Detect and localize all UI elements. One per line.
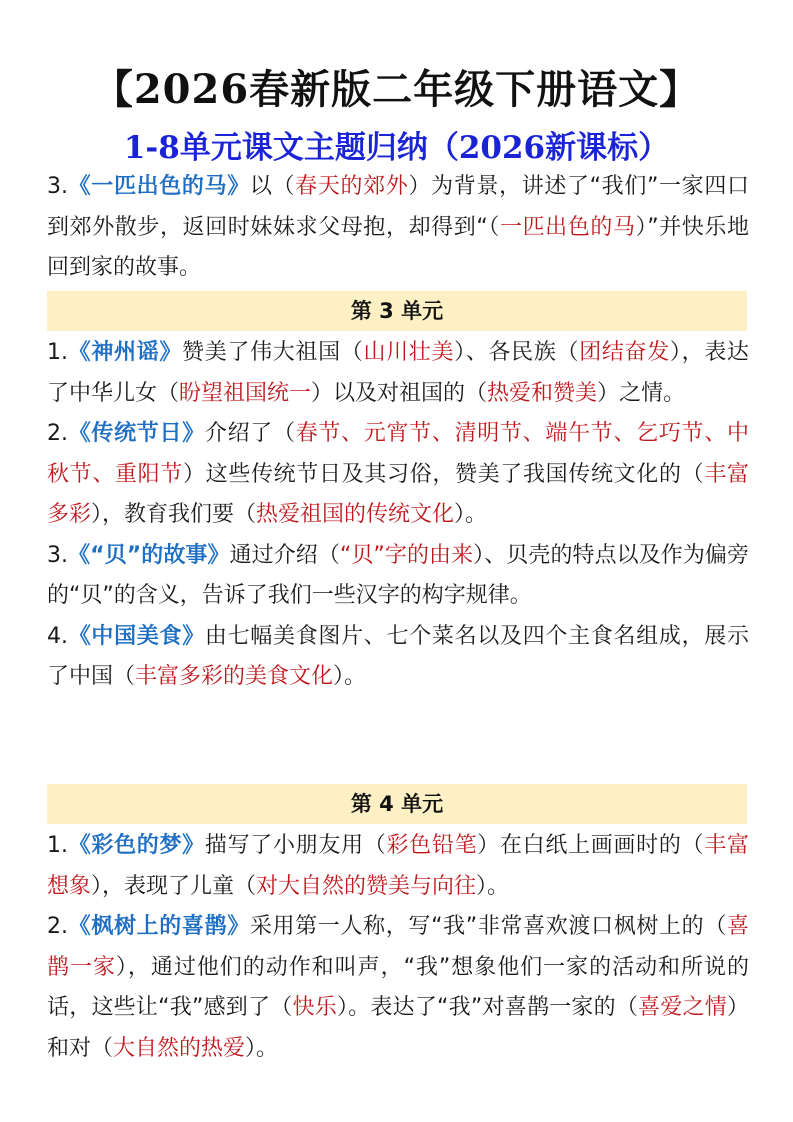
body-text: ）和对（	[47, 995, 750, 1061]
paragraph	[47, 907, 749, 1069]
body-text: ）。	[476, 873, 510, 899]
answer-text: 热爱和赞美	[487, 380, 598, 406]
unit-3-header: 第 3 单元	[47, 291, 747, 331]
answer-text: 春天的郊外	[295, 174, 409, 199]
body-text: 4.	[47, 623, 68, 649]
answer-text: 对大自然的赞美与向往	[256, 873, 477, 899]
page-title: 【2026春新版二年级下册语文】	[92, 66, 701, 113]
body-text: ）这些传统节日及其习俗，赞美了我国传统文化的（	[183, 461, 705, 487]
body-text: 通过介绍（	[229, 542, 340, 568]
body-text: 1.	[47, 340, 68, 365]
body-text: ），表达了中华儿女（	[47, 340, 749, 406]
answer-text: 盼望祖国统一	[179, 380, 312, 406]
answer-text: 团结奋发	[579, 340, 670, 365]
answer-text: 彩色铅笔	[386, 833, 478, 858]
answer-text: “贝”字的由来	[339, 542, 474, 568]
body-text: 2.	[47, 914, 68, 939]
body-text: 描写了小朋友用（	[204, 833, 387, 858]
body-text: 以（	[249, 174, 296, 199]
lesson-title: 《枫树上的喜鹊》	[68, 914, 250, 939]
answer-text: 山川壮美	[363, 340, 455, 365]
answer-text: 快乐	[292, 995, 337, 1020]
paragraph	[47, 826, 749, 907]
body-text: 3.	[47, 174, 68, 199]
answer-text: 喜鹊一家	[47, 914, 749, 980]
body-text: ）、各民族（	[454, 340, 580, 365]
answer-text: 丰富多彩的美食文化	[135, 664, 334, 689]
body-text: ）。表达了“我”对喜鹊一家的（	[336, 995, 639, 1020]
lesson-title: 《神州谣》	[68, 340, 183, 365]
body-text: 由七幅美食图片、七个菜名以及四个主食名组成，展示了中国（	[47, 623, 749, 689]
body-text: 采用第一人称，写“我”非常喜欢渡口枫树上的（	[249, 914, 727, 939]
lesson-title: 《传统节日》	[68, 421, 205, 446]
body-text: 2.	[47, 421, 68, 446]
body-text: ）以及对祖国的（	[311, 380, 488, 406]
answer-text: 热爱祖国的传统文化	[256, 502, 455, 527]
body-text: ）之情。	[597, 380, 686, 406]
answer-text: 喜爱之情	[638, 995, 727, 1020]
body-text: ），教育我们要（	[91, 502, 257, 527]
body-text: ）。	[333, 664, 367, 689]
unit-4-header: 第 4 单元	[47, 784, 747, 824]
paragraph	[47, 167, 749, 289]
page-subtitle: 1-8单元课文主题归纳（2026新课标）	[123, 130, 670, 166]
paragraph	[47, 414, 749, 536]
answer-text: 春节、元宵节、清明节、端午节、乞巧节、中秋节、重阳节	[47, 421, 749, 487]
unit-4-block	[47, 826, 749, 1069]
body-text: ）。	[454, 502, 488, 527]
body-text: ）在白纸上画画时的（	[477, 833, 705, 858]
paragraph	[47, 536, 749, 617]
body-text: ），表现了儿童（	[91, 873, 257, 899]
lesson-title: 《“贝”的故事》	[68, 542, 230, 568]
body-text: 赞美了伟大祖国（	[182, 340, 364, 365]
body-text: ）为背景，讲述了“我们”一家四口到郊外散步，返回时妹妹求父母抱，却得到“（	[47, 174, 749, 240]
answer-text: 大自然的热爱	[113, 1035, 246, 1061]
lesson-title: 《中国美食》	[68, 623, 205, 649]
body-text: ）。	[245, 1035, 279, 1061]
body-text: 3.	[47, 542, 68, 568]
intro-block	[47, 167, 749, 289]
body-text: ），通过他们的动作和叫声，“我”想象他们一家的活动和所说的话，这些让“我”感到了（	[47, 954, 749, 1020]
unit-3-block	[47, 333, 749, 698]
body-text: ）、贝壳的特点以及作为偏旁的“贝”的含义，告诉了我们一些汉字的构字规律。	[47, 542, 749, 608]
paragraph	[47, 617, 749, 698]
answer-text: 一匹出色的马	[499, 214, 636, 240]
paragraph	[47, 333, 749, 414]
body-text: 介绍了（	[204, 421, 296, 446]
body-text: ）”并快乐地回到家的故事。	[47, 214, 749, 280]
lesson-title: 《一匹出色的马》	[68, 174, 250, 199]
answer-text: 丰富多彩	[47, 461, 749, 527]
answer-text: 丰富想象	[47, 833, 749, 899]
lesson-title: 《彩色的梦》	[68, 833, 205, 858]
body-text: 1.	[47, 833, 68, 858]
